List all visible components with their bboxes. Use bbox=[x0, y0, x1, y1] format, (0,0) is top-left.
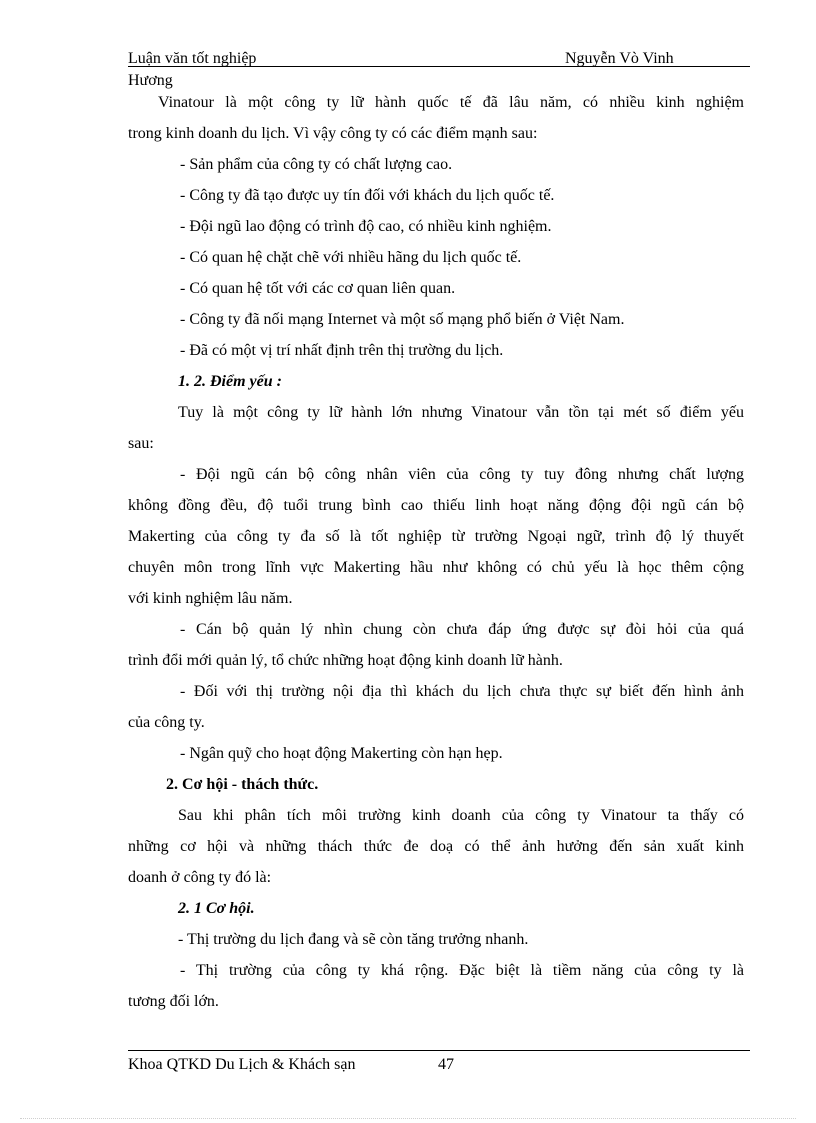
strength-item: - Đội ngũ lao động có trình độ cao, có nhiều kinh nghiệm. bbox=[180, 218, 552, 235]
weakness-3-line: của công ty. bbox=[128, 714, 205, 731]
strength-item: - Công ty đã nối mạng Internet và một số mạng phổ biến ở Việt Nam. bbox=[180, 311, 625, 328]
weakness-intro-line-2: sau: bbox=[128, 435, 154, 452]
weakness-1-line: - Đội ngũ cán bộ công nhân viên của công ty tuy đông nhưng chất lượng bbox=[180, 466, 744, 483]
strength-item: - Công ty đã tạo được uy tín đối với khách du lịch quốc tế. bbox=[180, 187, 555, 204]
intro-line-2: trong kinh doanh du lịch. Vì vậy công ty có các điểm mạnh sau: bbox=[128, 125, 538, 142]
intro-line-1: Vinatour là một công ty lữ hành quốc tế đã lâu năm, có nhiều kinh nghiệm bbox=[158, 94, 744, 111]
weakness-4-line: - Ngân quỹ cho hoạt động Makerting còn hạn hẹp. bbox=[180, 745, 503, 762]
strength-item: - Đã có một vị trí nhất định trên thị trường du lịch. bbox=[180, 342, 504, 359]
opportunity-intro-line: Sau khi phân tích môi trường kinh doanh của công ty Vinatour ta thấy có bbox=[178, 807, 744, 824]
section-heading-opportunity: 2. Cơ hội - thách thức. bbox=[166, 776, 319, 793]
weakness-2-line: trình đổi mới quản lý, tổ chức những hoạt động kinh doanh lữ hành. bbox=[128, 652, 563, 669]
weakness-3-line: - Đối với thị trường nội địa thì khách du lịch chưa thực sự biết đến hình ảnh bbox=[180, 683, 744, 700]
page-bottom-dotted-border bbox=[20, 1118, 796, 1119]
header-thesis-title: Luận văn tốt nghiệp bbox=[128, 50, 257, 67]
opportunity-intro-line: những cơ hội và những thách thức đe doạ có thể ảnh hưởng đến sản xuất kinh bbox=[128, 838, 744, 855]
strength-item: - Có quan hệ chặt chẽ với nhiều hãng du lịch quốc tế. bbox=[180, 249, 522, 266]
footer-faculty: Khoa QTKD Du Lịch & Khách sạn bbox=[128, 1056, 356, 1073]
subsection-heading-opportunity: 2. 1 Cơ hội. bbox=[178, 900, 255, 917]
weakness-1-line: Makerting của công ty đa số là tốt nghiệp từ trường Ngoại ngữ, trình độ lý thuyết bbox=[128, 528, 744, 545]
strength-item: - Sản phẩm của công ty có chất lượng cao. bbox=[180, 156, 453, 173]
weakness-1-line: chuyên môn trong lĩnh vực Makerting hầu như không có chủ yếu là học thêm cộng bbox=[128, 559, 744, 576]
header-author-name: Nguyễn Vò Vinh bbox=[565, 50, 674, 67]
section-heading-weakness: 1. 2. Điểm yếu : bbox=[178, 373, 282, 390]
weakness-intro-line-1: Tuy là một công ty lữ hành lớn nhưng Vinatour vẫn tồn tại mét số điểm yếu bbox=[178, 404, 744, 421]
footer-page-number: 47 bbox=[438, 1056, 454, 1073]
opportunity-intro-line: doanh ở công ty đó là: bbox=[128, 869, 272, 886]
strength-item: - Có quan hệ tốt với các cơ quan liên quan. bbox=[180, 280, 456, 297]
opportunity-item: tương đối lớn. bbox=[128, 993, 219, 1010]
weakness-1-line: với kinh nghiệm lâu năm. bbox=[128, 590, 293, 607]
weakness-1-line: không đồng đều, độ tuổi trung bình cao thiếu linh hoạt năng động đội ngũ cán bộ bbox=[128, 497, 744, 514]
footer-rule bbox=[128, 1050, 750, 1051]
opportunity-item: - Thị trường của công ty khá rộng. Đặc biệt là tiềm năng của công ty là bbox=[180, 962, 744, 979]
header-author-continuation: Hương bbox=[128, 72, 173, 89]
weakness-2-line: - Cán bộ quản lý nhìn chung còn chưa đáp ứng được sự đòi hỏi của quá bbox=[180, 621, 744, 638]
opportunity-item: - Thị trường du lịch đang và sẽ còn tăng trưởng nhanh. bbox=[178, 931, 529, 948]
header-rule bbox=[128, 66, 750, 67]
